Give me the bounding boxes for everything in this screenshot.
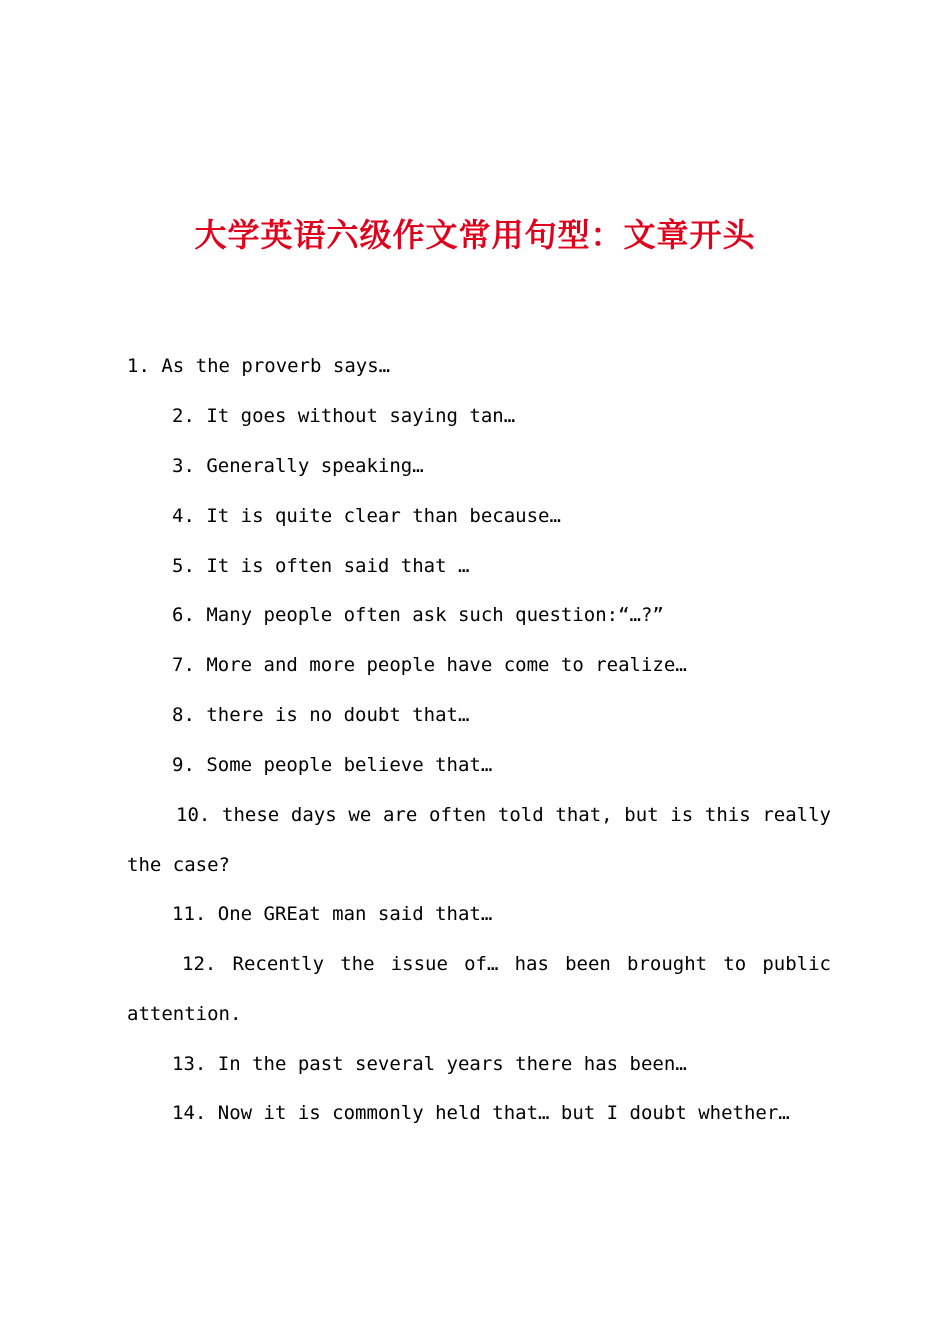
list-item-5: 5. It is often said that … [172,555,470,577]
list-item-12-continued: attention. [127,1003,242,1025]
list-item-12: 12. Recently the issue of… has been brought to public [182,953,831,975]
list-item-14: 14. Now it is commonly held that… but I doubt whether… [172,1102,790,1124]
list-item-7: 7. More and more people have come to realize… [172,654,687,676]
list-item-11: 11. One GREat man said that… [172,903,493,925]
list-item-6: 6. Many people often ask such question:“…?” [172,604,664,626]
list-item-4: 4. It is quite clear than because… [172,505,561,527]
list-item-10: 10. these days we are often told that, but is this really [176,804,831,826]
list-item-2: 2. It goes without saying tan… [172,405,516,427]
page-title: 大学英语六级作文常用句型：文章开头 [194,216,756,254]
list-item-13: 13. In the past several years there has been… [172,1053,687,1075]
list-item-1: 1. As the proverb says… [127,355,391,377]
list-item-9: 9. Some people believe that… [172,754,493,776]
list-item-8: 8. there is no doubt that… [172,704,470,726]
list-item-3: 3. Generally speaking… [172,455,424,477]
list-item-10-continued: the case? [127,854,230,876]
